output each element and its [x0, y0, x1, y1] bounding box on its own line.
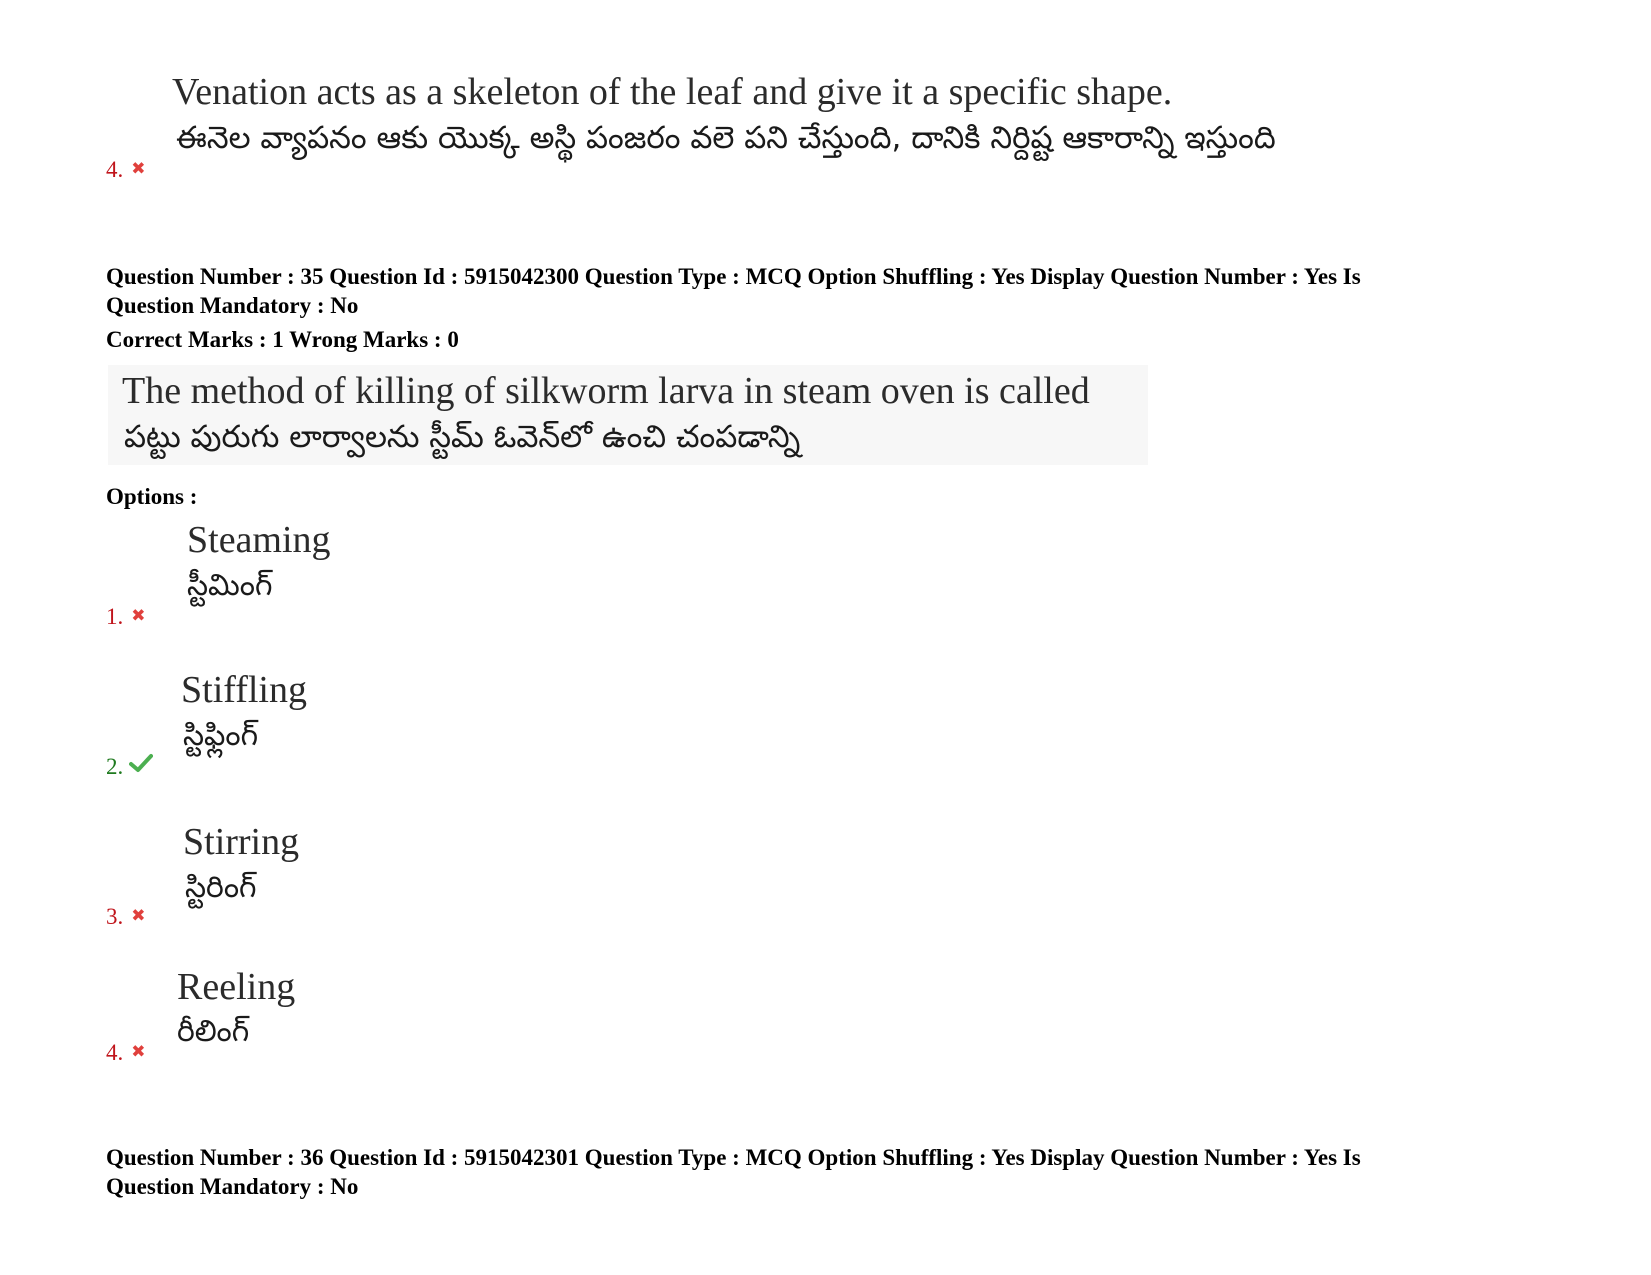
- question-35-image: [108, 365, 1148, 465]
- option-number: 2.: [106, 754, 124, 779]
- question-meta-line1: Question Number : 35 Question Id : 5915042300 Question Type : MCQ Option Shuffling : Yes Display Question Number : Yes Is: [106, 264, 1361, 289]
- option-3-text-en: Stirring: [183, 821, 300, 863]
- options-label: Options :: [106, 484, 198, 509]
- option-4-text-te: రీలింగ్: [177, 1014, 250, 1049]
- option-number: 4.: [106, 157, 124, 182]
- cross-icon: ✖: [131, 159, 146, 179]
- question-meta-line2: Question Mandatory : No: [106, 1174, 359, 1199]
- option-1-text-te: స్టీమింగ్: [187, 568, 273, 603]
- option-2-text-en: Stiffling: [181, 669, 307, 711]
- option-4-number: [106, 1039, 146, 1066]
- option-number: 3.: [106, 904, 124, 929]
- option-3-number: [106, 903, 146, 930]
- check-icon: [129, 753, 153, 779]
- option-number: 1.: [106, 604, 124, 629]
- cross-icon: ✖: [131, 906, 146, 926]
- question-36-meta: [106, 1143, 1546, 1201]
- option-1-number: [106, 603, 146, 630]
- cross-icon: ✖: [131, 606, 146, 626]
- question-meta-line2: Question Mandatory : No: [106, 293, 359, 318]
- question-35-meta: [106, 262, 1546, 320]
- option-2-text-te: స్టిఫ్లింగ్: [183, 718, 259, 753]
- question-35-marks: Correct Marks : 1 Wrong Marks : 0: [106, 327, 459, 352]
- option-3-text-te: స్టిరింగ్: [185, 870, 257, 905]
- prev-option-4-number: [106, 156, 146, 183]
- option-4-text-en: Reeling: [177, 966, 296, 1008]
- option-1-text-en: Steaming: [187, 519, 331, 561]
- cross-icon: ✖: [131, 1042, 146, 1062]
- prev-option-4-text-en: Venation acts as a skeleton of the leaf and give it a specific shape.: [172, 71, 1173, 113]
- question-meta-line1: Question Number : 36 Question Id : 5915042301 Question Type : MCQ Option Shuffling : Yes Display Question Number : Yes Is: [106, 1145, 1361, 1170]
- question-35-text-te: పట్టు పురుగు లార్వాలను స్టీమ్ ఓవెన్‌లో ఉంచి చంపడాన్ని: [124, 419, 801, 455]
- question-35-text-en: The method of killing of silkworm larva in steam oven is called: [122, 370, 1090, 412]
- option-number: 4.: [106, 1040, 124, 1065]
- prev-option-4-text-te: ఈనెల వ్యాపనం ఆకు యొక్క అస్థి పంజరం వలె పని చేస్తుంది, దానికి నిర్దిష్ట ఆకారాన్ని ఇస్తుంది: [176, 120, 1276, 156]
- option-2-number: [106, 753, 153, 780]
